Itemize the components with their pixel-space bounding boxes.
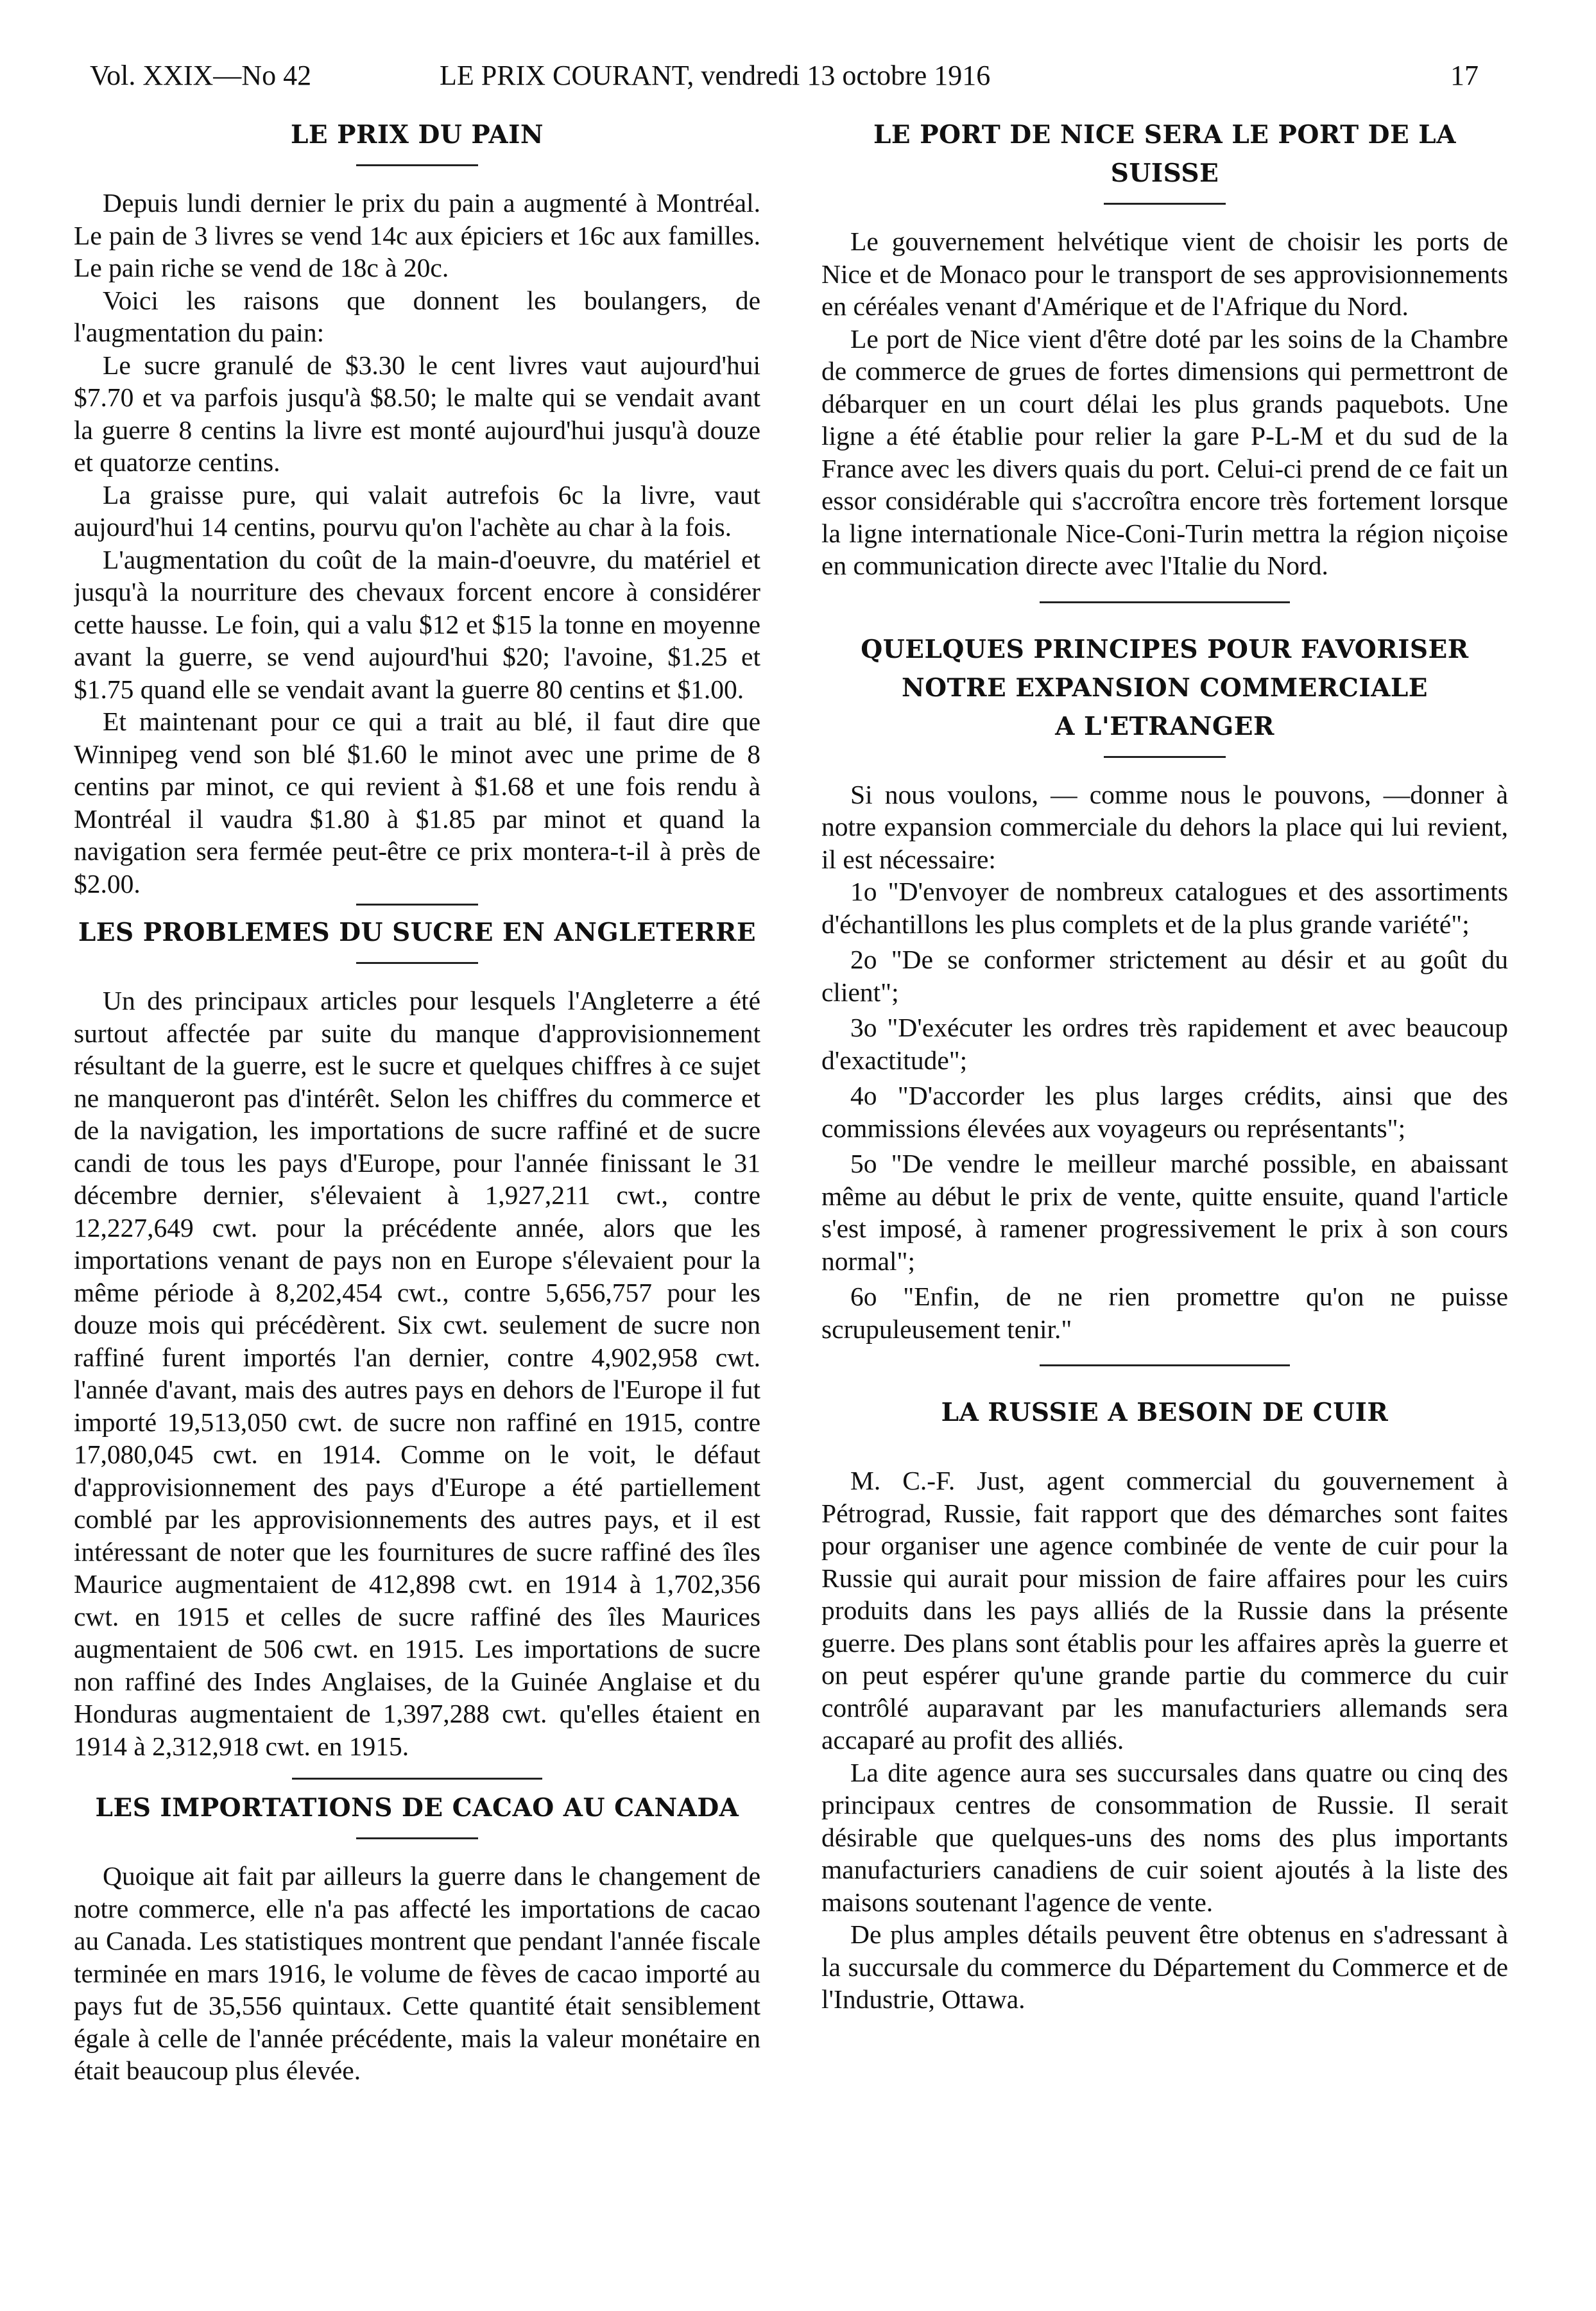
- paragraph: Le sucre granulé de $3.30 le cent livres vaut aujourd'hui $7.70 et va parfois jusqu'à $8.50; le malte qui se vendait avant la guerre 8 centins la livre est monté aujourd'hui jusqu'à douze et quatorze centins.: [74, 350, 760, 477]
- page-number: 17: [1450, 60, 1479, 91]
- article-prix-du-pain: [74, 116, 760, 900]
- page-header: [90, 59, 1479, 104]
- article-heading-line: NOTRE EXPANSION COMMERCIALE: [901, 673, 1429, 703]
- paragraph: Quoique ait fait par ailleurs la guerre dans le changement de notre commerce, elle n'a pas affecté les importations de cacao au Canada. Les statistiques montrent que pendant l'année fiscale terminée en mars 1916, le volume de fèves de cacao importé au pays fut de 35,556 quintaux. Cette quantité était sensiblement égale à celle de l'année précédente, mais la valeur monétaire en était beaucoup plus élevée.: [74, 1861, 760, 2085]
- divider: [356, 164, 478, 166]
- divider: [356, 1837, 478, 1839]
- intro-paragraph: Si nous voulons, — comme nous le pouvons, —donner à notre expansion commerciale du dehors la place qui lui revient, il est nécessaire:: [821, 779, 1508, 874]
- list-item: 2o "De se conformer strictement au désir et au goût du client";: [821, 945, 1508, 1007]
- divider: [356, 962, 478, 964]
- article-heading-line: QUELQUES PRINCIPES POUR FAVORISER: [861, 634, 1469, 664]
- paragraph: Depuis lundi dernier le prix du pain a augmenté à Montréal. Le pain de 3 livres se vend 14c aux épiciers et 16c aux familles. Le pain riche se vend de 18c à 20c.: [74, 188, 760, 282]
- list-item: 6o "Enfin, de ne rien promettre qu'on ne puisse scrupuleusement tenir.": [821, 1282, 1508, 1344]
- article-heading-line: A L'ETRANGER: [1055, 711, 1274, 741]
- divider: [1104, 756, 1226, 758]
- paragraph: Et maintenant pour ce qui a trait au blé, il faut dire que Winnipeg vend son blé $1.60 le minot avec une prime de 8 centins par minot, ce qui revient à $1.68 et une fois rendu à Montréal il vaudra $1.80 à $1.85 par minot et quand la navigation sera fermée peut-être ce prix montera-t-il à près de $2.00.: [74, 707, 760, 898]
- left-column: [74, 116, 760, 2272]
- article-heading: LA RUSSIE A BESOIN DE CUIR: [941, 1398, 1389, 1427]
- paragraph: Un des principaux articles pour lesquels l'Angleterre a été surtout affectée par suite du manque d'approvisionnement résultant de la guerre, est le sucre et quelques chiffres à ce sujet ne manqueront pas d'intérêt. Selon les chiffres du commerce et de la navigation, les importations de sucre raffiné et de sucre candi de tous les pays d'Europe, pour l'année finissant le 31 décembre dernier, s'élevaient à 1,927,211 cwt., contre 12,227,649 cwt. pour la précédente année, alors que les importations venant de pays non en Europe s'élevaient pour la même période à 8,202,454 cwt., contre 5,656,757 pour les douze mois qui précédèrent. Six cwt. seulement de sucre non raffiné furent importés l'an dernier, contre 4,902,958 cwt. l'année d'avant, mais des autres pays en dehors de l'Europe il fut importé 19,513,050 cwt. de sucre non raffiné en 1915, contre 17,080,045 cwt. en 1914. Comme on le voit, le défaut d'approvisionnement des pays d'Europe a été partiellement comblé par les approvisionnements des autres pays, et il est intéressant de noter que les fournitures de sucre raffiné des îles Maurice augmentaient de 412,898 cwt. en 1914 à 1,702,356 cwt. en 1915 et celles de sucre raffiné des îles Maurices augmentaient de 506 cwt. en 1915. Les importations de sucre non raffiné des Indes Anglaises, de la Guinée Anglaise et du Honduras augmentaient de 1,397,288 cwt. qu'elles étaient en 1914 à 2,312,918 cwt. en 1915.: [74, 986, 760, 1761]
- paragraph: Le port de Nice vient d'être doté par les soins de la Chambre de commerce de grues de fortes dimensions qui permettront de débarquer en un court délai les plus grands paquebots. Une ligne a été établie pour relier la gare P-L-M et du sud de la France avec les divers quais du port. Celui-ci prend de ce fait un essor considérable qui s'accroîtra encore très fortement lorsque la ligne internationale Nice-Coni-Turin mettra la région niçoise en communication directe avec l'Italie du Nord.: [821, 323, 1508, 580]
- list-item: 5o "De vendre le meilleur marché possible, en abaissant même au début le prix de vente, quitte ensuite, quand l'article s'est imposé, à ramener progressivement le prix à son cours normal";: [821, 1149, 1508, 1276]
- article-importations-cacao: [74, 1789, 760, 2087]
- article-port-de-nice: [821, 116, 1508, 582]
- article-problemes-sucre: [74, 913, 760, 1762]
- spacer: [1104, 1442, 1226, 1444]
- article-heading: LES PROBLEMES DU SUCRE EN ANGLETERRE: [78, 918, 757, 947]
- divider: [356, 904, 478, 906]
- right-column: [821, 116, 1508, 2272]
- paragraph: M. C.-F. Just, agent commercial du gouvernement à Pétrograd, Russie, fait rapport que des démarches sont faites pour organiser une agence combinée de vente de cuir pour la Russie qui aurait pour mission de faire affaires pour les cuirs produits dans les pays alliés de la Russie dans la présente guerre. Des plans sont établis pour les affaires après la guerre et on peut espérer qu'une grande partie du commerce du cuir contrôlé auparavant par les manufacturiers allemands sera accaparé au profit des alliés.: [821, 1466, 1508, 1755]
- volume-number: Vol. XXIX—No 42: [90, 60, 312, 91]
- article-heading: LE PORT DE NICE SERA LE PORT DE LA SUISSE: [873, 120, 1456, 188]
- paragraph: De plus amples détails peuvent être obtenus en s'adressant à la succursale du commerce du Département du Commerce et de l'Industrie, Ottawa.: [821, 1920, 1508, 2014]
- paragraph: La graisse pure, qui valait autrefois 6c la livre, vaut aujourd'hui 14 centins, pourvu qu'on l'achète au char à la fois.: [74, 479, 760, 542]
- paragraph: L'augmentation du coût de la main-d'oeuvre, du matériel et jusqu'à la nourriture des chevaux forcent encore à considérer cette hausse. Le foin, qui a valu $12 et $15 la tonne en moyenne avant la guerre, se vend aujourd'hui $20; l'avoine, $1.25 et $1.75 quand elle se vendait avant la guerre 80 centins et $1.00.: [74, 544, 760, 704]
- list-item: 1o "D'envoyer de nombreux catalogues et des assortiments d'échantillons les plus complets et de la plus grande variété";: [821, 877, 1508, 939]
- paragraph: Le gouvernement helvétique vient de choisir les ports de Nice et de Monaco pour le transport de ses approvisionnements en céréales venant d'Amérique et de l'Afrique du Nord.: [821, 227, 1508, 321]
- divider: [1040, 1364, 1290, 1366]
- divider: [1104, 203, 1226, 205]
- paragraph: Voici les raisons que donnent les boulangers, de l'augmentation du pain:: [74, 285, 760, 347]
- article-russie-cuir: [821, 1393, 1508, 2016]
- divider: [1040, 601, 1290, 603]
- list-item: 4o "D'accorder les plus larges crédits, ainsi que des commissions élevées aux voyageurs ou représentants";: [821, 1081, 1508, 1143]
- paragraph: La dite agence aura ses succursales dans quatre ou cinq des principaux centres de consommation de Russie. Il serait désirable que quelques-uns des noms des plus importants manufacturiers canadiens de cuir soient ajoutés à la liste des maisons soutenant l'agence de vente.: [821, 1757, 1508, 1917]
- list-item: 3o "D'exécuter les ordres très rapidement et avec beaucoup d'exactitude";: [821, 1013, 1508, 1075]
- publication-title: LE PRIX COURANT, vendredi 13 octobre 1916: [440, 60, 991, 91]
- divider: [292, 1778, 542, 1780]
- article-heading: LE PRIX DU PAIN: [290, 120, 544, 150]
- article-heading: LES IMPORTATIONS DE CACAO AU CANADA: [95, 1793, 739, 1823]
- article-principes-expansion: [821, 630, 1508, 1346]
